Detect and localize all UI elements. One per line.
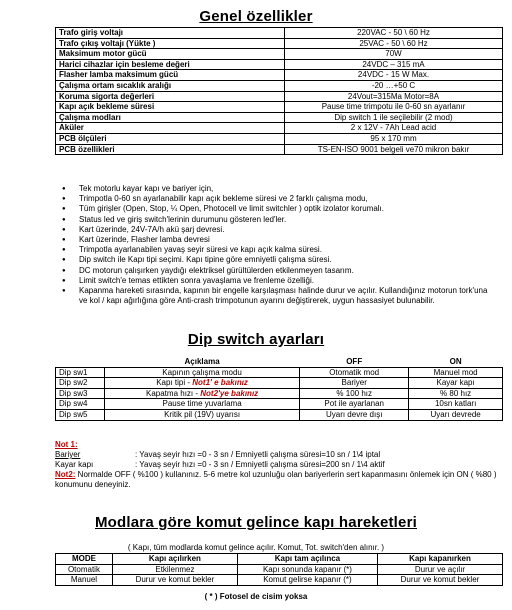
modes-cell: Durur ve komut bekler	[377, 575, 502, 586]
dip-description	[105, 378, 300, 389]
spec-row	[56, 112, 503, 123]
spec-row	[56, 80, 503, 91]
spec-value: Pause time trimpotu ile 0-60 sn ayarlanır	[285, 102, 503, 113]
dip-header-off: OFF	[346, 357, 363, 366]
kayar-text: : Yavaş seyir hızı =0 - 3 sn / Emniyetli çalışma süresi=200 sn / 1\4 aktif	[135, 460, 385, 469]
modes-table	[55, 553, 503, 586]
dip-desc-text: Pause time yuvarlama	[162, 399, 242, 409]
spec-label: Aküler	[56, 123, 285, 134]
feature-item: ● Kart üzerinde, Flasher lamba devresi	[56, 235, 496, 245]
note2-label: Not2:	[55, 470, 76, 479]
modes-header-closing: Kapı kapanırken	[377, 554, 502, 565]
dip-row	[56, 388, 503, 399]
dip-description	[105, 399, 300, 410]
spec-label: Trafo giriş voltajı	[56, 28, 285, 39]
spec-value: 2 x 12V - 7Ah Lead acid	[285, 123, 503, 134]
spec-value: TS-EN-ISO 9001 belgeli ve70 mikron bakır	[285, 144, 503, 155]
modes-caption: ( Kapı, tüm modlarda komut gelince açılır. Komut, Tot. switch'den alınır. )	[127, 543, 385, 552]
dip-switch-name: Dip sw2	[56, 378, 105, 389]
dip-desc-text: Kapatma hızı -	[146, 388, 201, 398]
dip-description	[105, 367, 300, 378]
dip-description	[105, 388, 300, 399]
spec-label: Trafo çıkış voltajı (Yükte )	[56, 38, 285, 49]
feature-item: ● Tek motorlu kayar kapı ve bariyer için,	[56, 184, 496, 194]
modes-cell: Kapı sonunda kapanır (*)	[237, 564, 377, 575]
spec-value: 25VAC - 50 \ 60 Hz	[285, 38, 503, 49]
spec-row	[56, 133, 503, 144]
dip-switch-name: Dip sw4	[56, 399, 105, 410]
notes-section	[55, 440, 505, 490]
dip-header-desc: Açıklama	[184, 357, 220, 366]
dip-description	[105, 409, 300, 420]
spec-label: Çalışma ortam sıcaklık aralığı	[56, 80, 285, 91]
spec-label: Koruma sigorta değerleri	[56, 91, 285, 102]
spec-row	[56, 91, 503, 102]
dip-row	[56, 367, 503, 378]
bariyer-label: Bariyer	[55, 450, 81, 459]
bariyer-text: : Yavaş seyir hızı =0 - 3 sn / Emniyetli çalışma süresi=10 sn / 1\4 iptal	[135, 450, 381, 459]
modes-header-opening: Kapı açılırken	[112, 554, 237, 565]
spec-row	[56, 102, 503, 113]
note2-text: Normalde OFF ( %100 ) kullanınız. 5-6 metre kol uzunluğu olan bariyerlerin sert kapanmasını önlemek için ON ( %80 ) konumunu deneyiniz.	[55, 470, 497, 489]
title-dip-switch: Dip switch ayarları	[187, 331, 325, 348]
dip-off-value: Bariyer	[300, 378, 409, 389]
dip-desc-text: Kapı tipi -	[156, 378, 193, 388]
spec-row	[56, 70, 503, 81]
modes-row	[56, 564, 503, 575]
dip-desc-text: Kapının çalışma modu	[162, 367, 242, 377]
modes-cell: Komut gelirse kapanır (*)	[237, 575, 377, 586]
feature-item: ● Tüm girişler (Open, Stop, ¼ Open, Photocell ve limit switchler ) optik izolator korumalı.	[56, 204, 496, 214]
spec-row	[56, 38, 503, 49]
dip-off-value: Otomatik mod	[300, 367, 409, 378]
dip-on-value: Manuel mod	[409, 367, 503, 378]
feature-item: ● Status led ve giriş switch'lerinin durumunu gösteren led'ler.	[56, 215, 496, 225]
footnote: ( * ) Fotosel de cisim yoksa	[204, 592, 308, 601]
dip-switch-name: Dip sw5	[56, 409, 105, 420]
spec-value: 70W	[285, 49, 503, 60]
dip-row	[56, 409, 503, 420]
title-modes: Modlara göre komut gelince kapı hareketleri	[94, 514, 418, 531]
feature-item: ● Trimpotla 0-60 sn ayarlanabilir kapı açık bekleme süresi ve 2 farklı çalışma modu,	[56, 194, 496, 204]
note1-label: Not 1:	[55, 440, 78, 449]
spec-row	[56, 28, 503, 39]
modes-cell: Otomatik	[56, 564, 113, 575]
dip-header-blank	[56, 357, 105, 367]
spec-value: 24VDC - 15 W Max.	[285, 70, 503, 81]
spec-row	[56, 59, 503, 70]
spec-label: PCB özellikleri	[56, 144, 285, 155]
spec-row	[56, 123, 503, 134]
dip-off-value: Uyarı devre dışı	[300, 409, 409, 420]
spec-value: 24Vout=315Ma Motor=8A	[285, 91, 503, 102]
feature-item: ● Trimpotla ayarlanabilen yavaş seyir süresi ve kapı açık kalma süresi.	[56, 245, 496, 255]
feature-item: ● Dip switch ile Kapı tipi seçimi. Kapı tipine göre emniyetli çalışma süresi.	[56, 255, 496, 265]
dip-off-value: Pot ile ayarlanan	[300, 399, 409, 410]
dip-row	[56, 399, 503, 410]
dip-on-value: % 80 hız	[409, 388, 503, 399]
spec-label: Kapı açık bekleme süresi	[56, 102, 285, 113]
modes-cell: Durur ve komut bekler	[112, 575, 237, 586]
kayar-label: Kayar kapı	[55, 460, 94, 469]
spec-label: Maksimum motor gücü	[56, 49, 285, 60]
spec-row	[56, 49, 503, 60]
spec-label: PCB ölçüleri	[56, 133, 285, 144]
spec-label: Çalışma modları	[56, 112, 285, 123]
dip-desc-text: Kritik pil (19V) uyarısı	[164, 409, 241, 419]
spec-value: 24VDC – 315 mA	[285, 59, 503, 70]
feature-item: ● DC motorun çalışırken yaydığı elektriksel gürültülerden etkilenmeyen tasarım.	[56, 266, 496, 276]
modes-cell: Manuel	[56, 575, 113, 586]
dip-switch-name: Dip sw3	[56, 388, 105, 399]
spec-row	[56, 144, 503, 155]
dip-on-value: 10sn katları	[409, 399, 503, 410]
modes-header-open: Kapı tam açılınca	[237, 554, 377, 565]
spec-label: Harici cihazlar için besleme değeri	[56, 59, 285, 70]
modes-cell: Durur ve açılır	[377, 564, 502, 575]
dip-switch-name: Dip sw1	[56, 367, 105, 378]
spec-table	[55, 27, 503, 155]
dip-header-on: ON	[449, 357, 462, 366]
feature-list	[56, 184, 496, 306]
feature-item: ● Kapanma hareketi sırasında, kapının bir engelle karşılaşması halinde durur ve açılır. Kullandığınız motorun tork'una ve kol / kapı ağırlığına göre Anti-crash trimpotunun ayarını değiştirerek, uygun hassasiyet bulunabilir.	[56, 286, 496, 306]
spec-value: -20 …+50 C	[285, 80, 503, 91]
dip-on-value: Kayar kapı	[409, 378, 503, 389]
spec-value: 95 x 170 mm	[285, 133, 503, 144]
title-general-specs: Genel özellikler	[199, 8, 313, 25]
modes-cell: Etkilenmez	[112, 564, 237, 575]
dip-desc-note: Not1' e bakınız	[192, 378, 248, 388]
spec-value: Dip switch 1 ile seçilebilir (2 mod)	[285, 112, 503, 123]
spec-label: Flasher lamba maksimum gücü	[56, 70, 285, 81]
dip-row	[56, 378, 503, 389]
dip-switch-table	[55, 357, 503, 421]
feature-item: ● Kart üzerinde, 24V-7A/h akü şarj devresi.	[56, 225, 496, 235]
feature-item: ● Limit switch'e temas ettikten sonra yavaşlama ve frenleme özelliği.	[56, 276, 496, 286]
dip-off-value: % 100 hız	[300, 388, 409, 399]
dip-on-value: Uyarı devrede	[409, 409, 503, 420]
dip-desc-note: Not2'ye bakınız	[200, 388, 259, 398]
spec-value: 220VAC - 50 \ 60 Hz	[285, 28, 503, 39]
modes-header-mode: MODE	[56, 554, 113, 565]
modes-row	[56, 575, 503, 586]
